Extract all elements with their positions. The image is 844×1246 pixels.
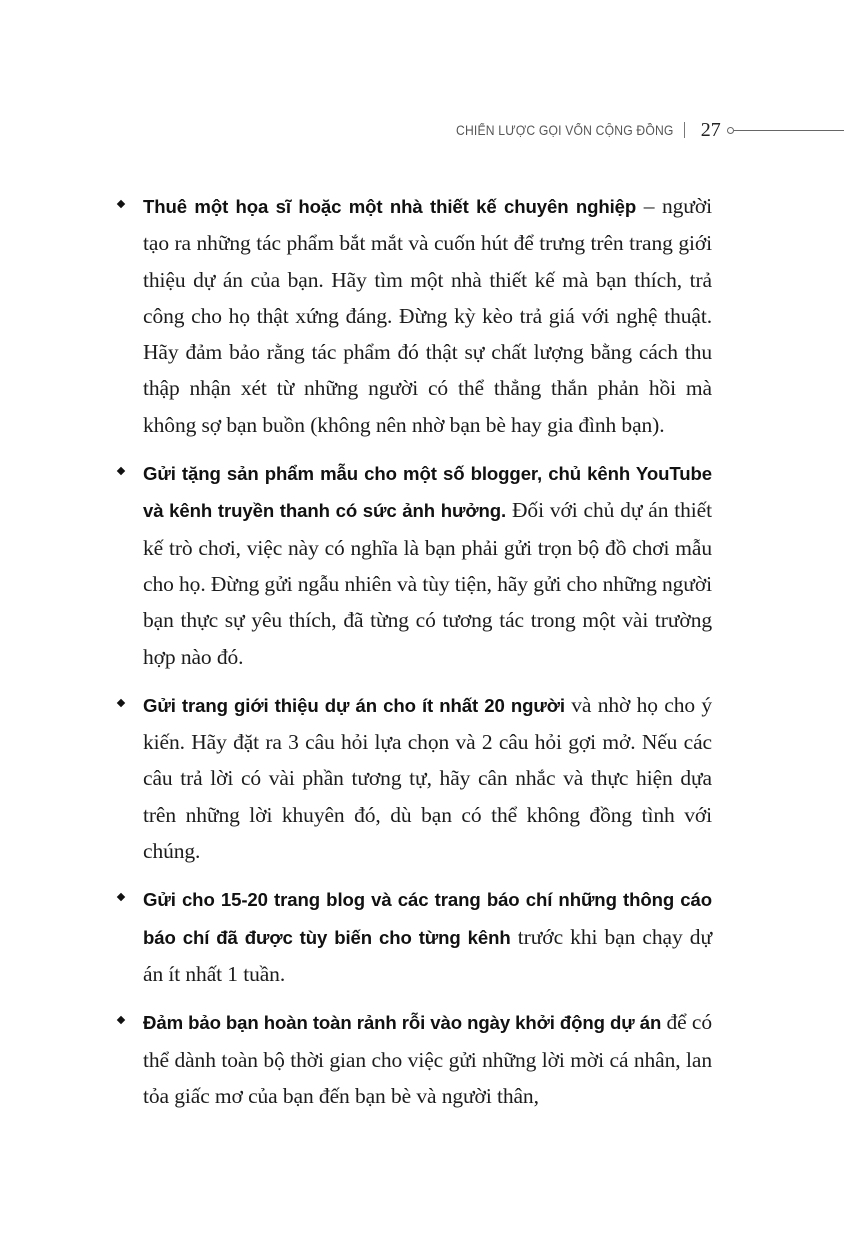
diamond-bullet-icon <box>117 893 125 901</box>
bullet-lead: Gửi tặng sản phẩm mẫu cho một số blogger, chủ kênh YouTube và kênh truyền thanh có sức ảnh hưởng. <box>143 463 712 522</box>
header-separator <box>684 122 685 138</box>
bullet-body: trước khi bạn chạy dự án ít nhất 1 tuần. <box>143 924 712 986</box>
diamond-bullet-icon <box>117 699 125 707</box>
bullet-lead: Đảm bảo bạn hoàn toàn rảnh rỗi vào ngày khởi động dự án <box>143 1012 662 1034</box>
bullet-item-launch-day <box>116 1004 712 1114</box>
header-rule <box>734 130 844 131</box>
bullet-paragraph <box>143 1004 712 1114</box>
diamond-bullet-icon <box>117 1016 125 1024</box>
bullet-lead: Gửi cho 15-20 trang blog và các trang báo chí những thông cáo báo chí đã được tùy biến cho từng kênh <box>143 889 712 948</box>
page-number: 27 <box>700 118 721 141</box>
bullet-item-send-samples <box>116 455 712 675</box>
bullet-body: để có thể dành toàn bộ thời gian cho việc gửi những lời mời cá nhân, lan tỏa giấc mơ của bạn đến bạn bè và người thân, <box>143 1010 712 1108</box>
running-title: CHIẾN LƯỢC GỌI VỐN CỘNG ĐỒNG <box>456 122 674 138</box>
bullet-item-hire-artist <box>116 188 712 443</box>
header-ornament-dot <box>727 127 734 134</box>
bullet-paragraph <box>143 455 712 675</box>
bullet-paragraph <box>143 188 712 443</box>
running-header <box>440 116 844 144</box>
page-body <box>116 188 712 1126</box>
bullet-item-press-release <box>116 881 712 992</box>
bullet-body: và nhờ họ cho ý kiến. Hãy đặt ra 3 câu hỏi lựa chọn và 2 câu hỏi gợi mở. Nếu các câu trả lời có vài phần tương tự, hãy cân nhắc và thực hiện dựa trên những lời khuyên đó, dù bạn có thể không đồng tình với chúng. <box>143 692 712 864</box>
bullet-body: – người tạo ra những tác phẩm bắt mắt và cuốn hút để trưng trên trang giới thiệu dự án của bạn. Hãy tìm một nhà thiết kế mà bạn thích, trả công cho họ thật xứng đáng. Đừng kỳ kèo trả giá với nghệ thuật. Hãy đảm bảo rằng tác phẩm đó thật sự chất lượng bằng cách thu thập nhận xét từ những người có thể thẳng thắn phản hồi mà không sợ bạn buồn (không nên nhờ bạn bè hay gia đình bạn). <box>143 194 712 437</box>
bullet-lead: Thuê một họa sĩ hoặc một nhà thiết kế chuyên nghiệp <box>143 196 637 217</box>
bullet-lead: Gửi trang giới thiệu dự án cho ít nhất 20 người <box>143 694 565 716</box>
diamond-bullet-icon <box>117 467 125 475</box>
bullet-item-send-page <box>116 687 712 869</box>
bullet-body: Đối với chủ dự án thiết kế trò chơi, việc này có nghĩa là bạn phải gửi trọn bộ đồ chơi mẫu cho họ. Đừng gửi ngẫu nhiên và tùy tiện, hãy gửi cho những người bạn thực sự yêu thích, đã từng có tương tác trong một vài trường hợp nào đó. <box>143 498 712 669</box>
diamond-bullet-icon <box>117 200 125 208</box>
bullet-paragraph <box>143 881 712 992</box>
bullet-paragraph <box>143 687 712 869</box>
